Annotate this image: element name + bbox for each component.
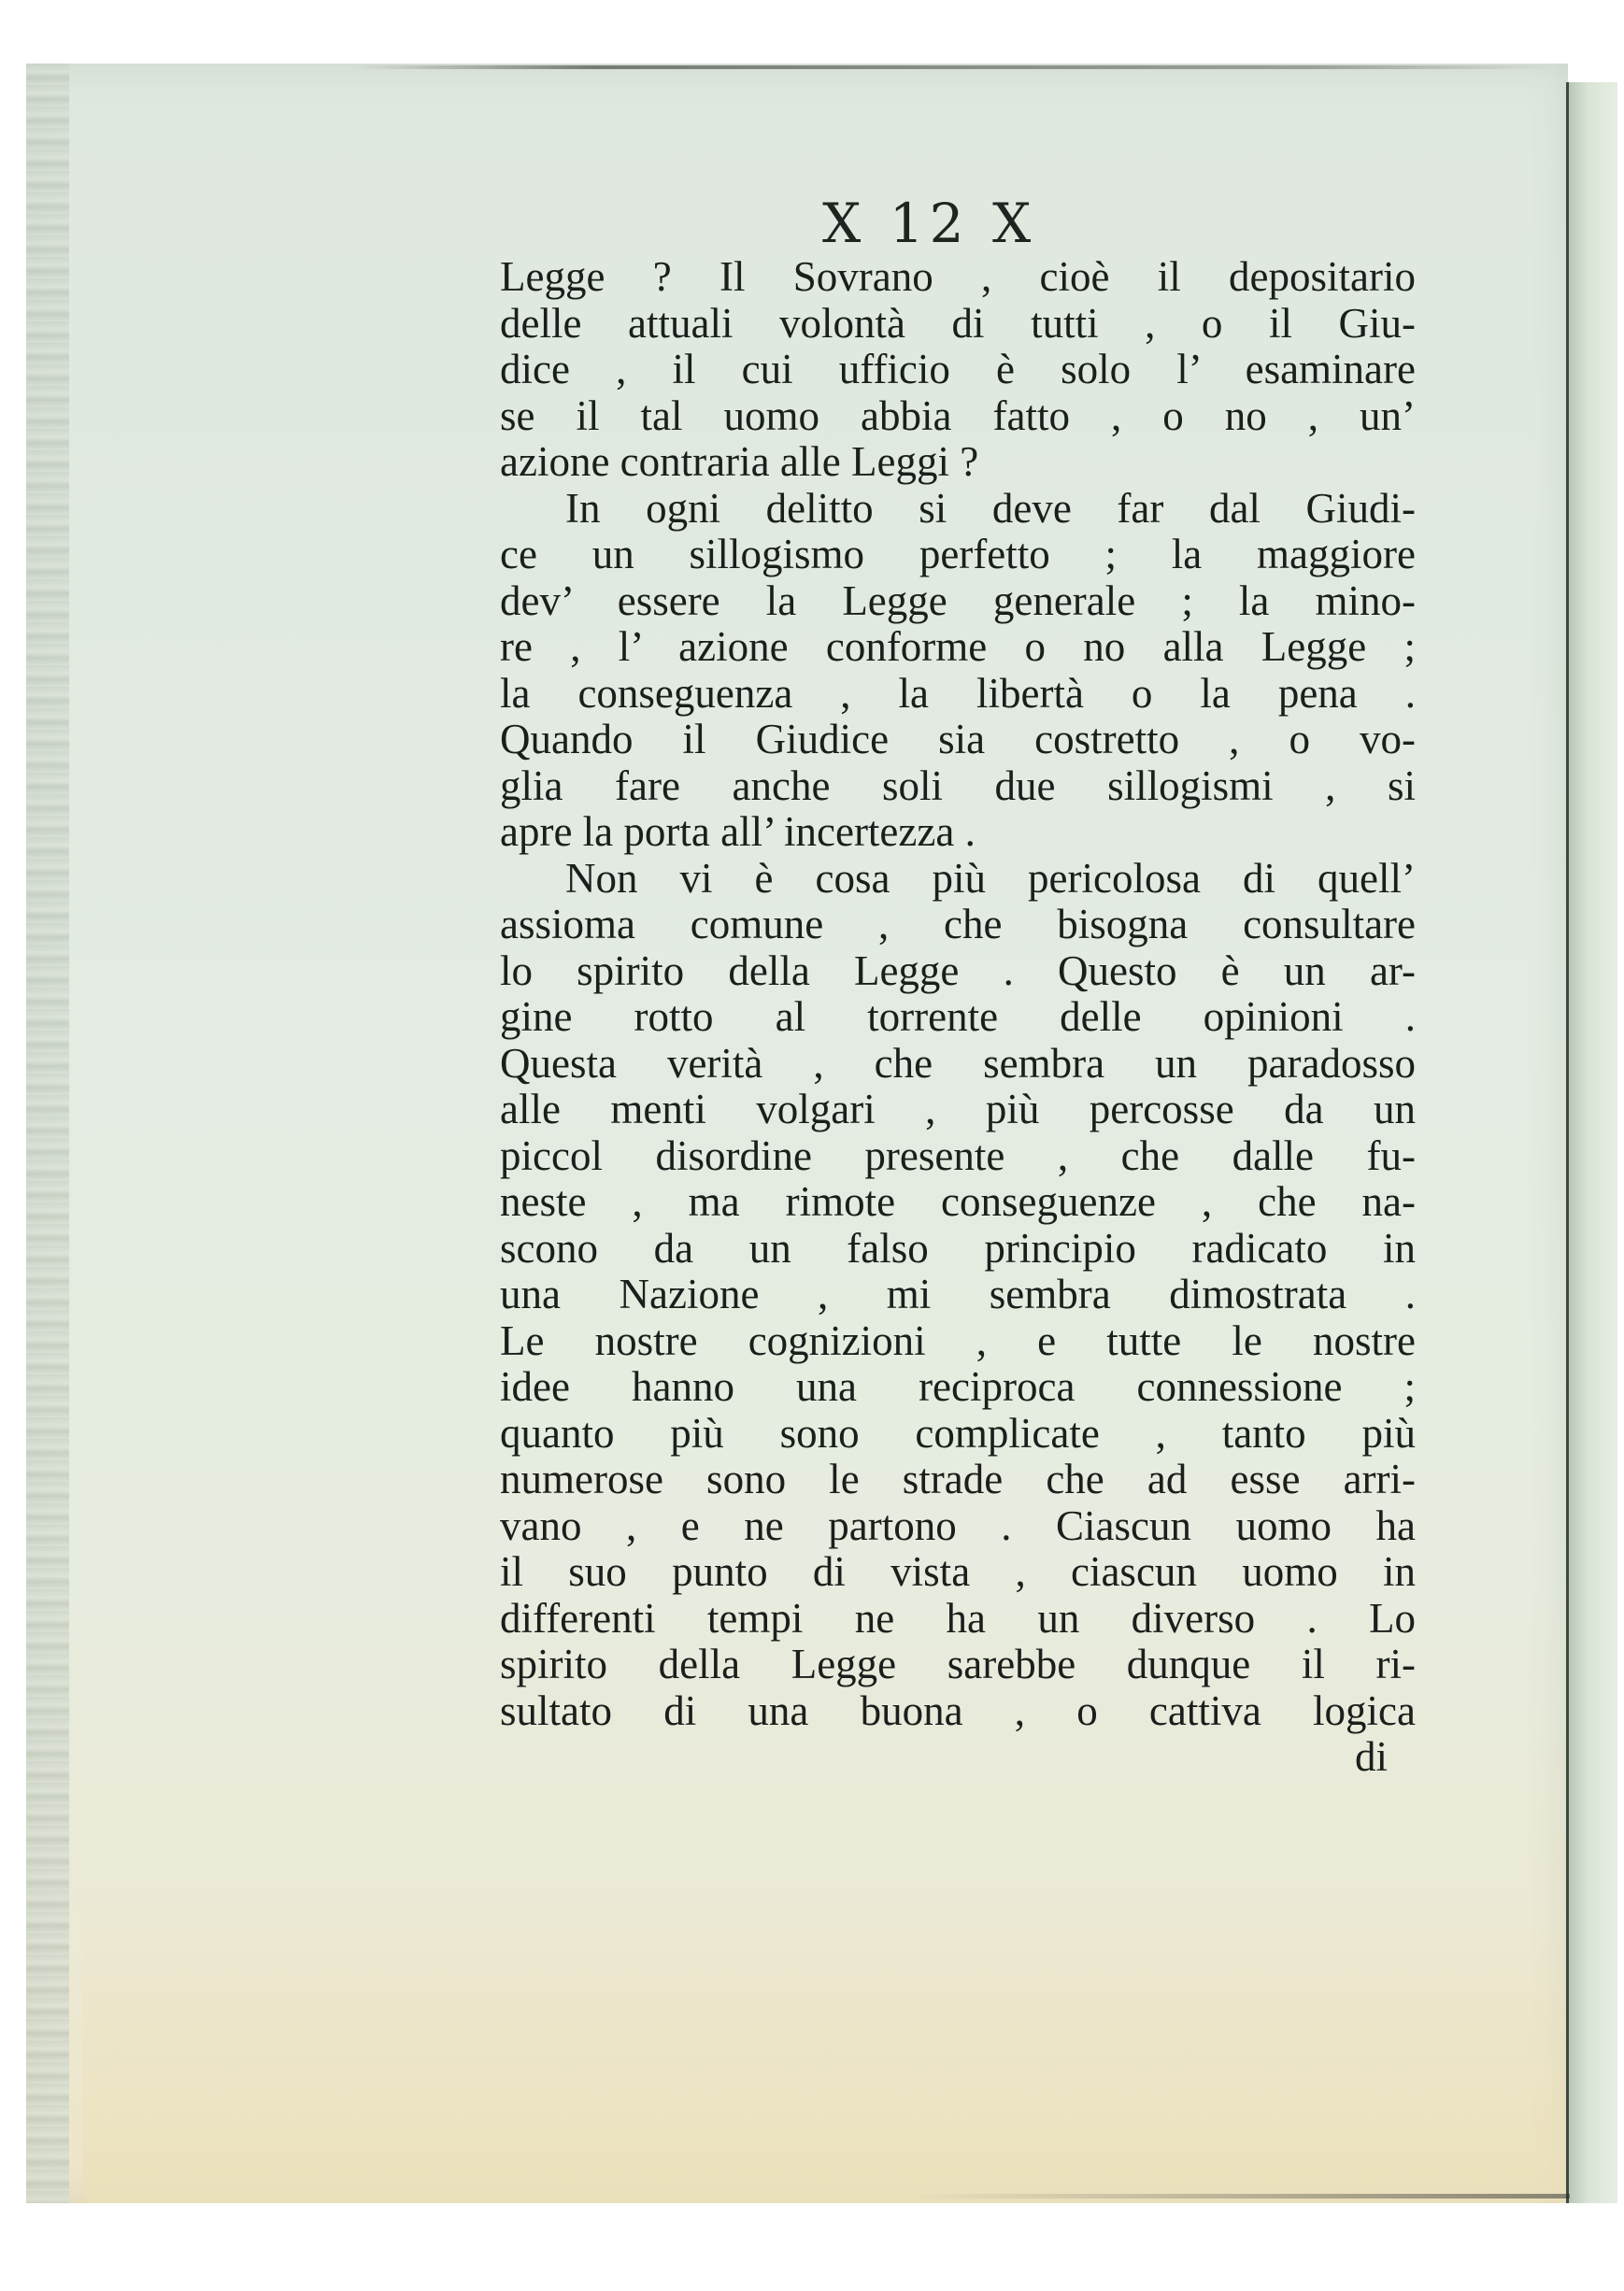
text-line: Legge ? Il Sovrano , cioè il depositario: [500, 253, 1416, 300]
text-line: sultato di una buona , o cattiva logica: [500, 1686, 1416, 1734]
next-page-edge: [1566, 82, 1617, 2203]
text-line: azione contraria alle Leggi ?: [500, 438, 979, 485]
text-line: alle menti volgari , più percosse da un: [500, 1086, 1416, 1132]
catchword: di: [1354, 1733, 1388, 1780]
text-line: neste , ma rimote conseguenze , che na-: [500, 1178, 1416, 1225]
text-line: dice , il cui ufficio è solo l’ esaminare: [500, 346, 1416, 392]
text-line: delle attuali volontà di tutti , o il Giu-: [500, 299, 1416, 347]
top-edge-shadow: [355, 65, 1551, 69]
text-line: il suo punto di vista , ciascun uomo in: [500, 1548, 1416, 1595]
text-line: Quando il Giudice sia costretto , o vo-: [500, 716, 1416, 762]
text-line: lo spirito della Legge . Questo è un ar-: [500, 946, 1416, 994]
text-line: quanto più sono complicate , tanto più: [500, 1409, 1416, 1457]
text-line: apre la porta all’ incertezza .: [500, 808, 976, 855]
paragraph-start-line: Non vi è cosa più pericolosa di quell’: [565, 854, 1416, 902]
text-line: idee hanno una reciproca connessione ;: [500, 1363, 1416, 1410]
text-line: una Nazione , mi sembra dimostrata .: [500, 1271, 1416, 1317]
text-line: gine rotto al torrente delle opinioni .: [500, 993, 1416, 1040]
paragraph-start-line: In ogni delitto si deve far dal Giudi-: [565, 484, 1416, 532]
text-line: scono da un falso principio radicato in: [500, 1224, 1416, 1272]
text-line: numerose sono le strade che ad esse arri-: [500, 1456, 1416, 1502]
text-line: re , l’ azione conforme o no alla Legge ;: [500, 623, 1416, 670]
paper-stain: [82, 1904, 1568, 2203]
text-line: se il tal uomo abbia fatto , o no , un’: [500, 391, 1416, 439]
text-line: differenti tempi ne ha un diverso . Lo: [500, 1594, 1416, 1642]
bottom-edge-shadow: [916, 2194, 1570, 2199]
text-line: glia fare anche soli due sillogismi , si: [500, 761, 1416, 809]
page-number: X 12 X: [822, 192, 1037, 255]
text-line: la conseguenza , la libertà o la pena .: [500, 669, 1416, 717]
text-line: spirito della Legge sarebbe dunque il ri-: [500, 1641, 1416, 1687]
text-line: Questa verità , che sembra un paradosso: [500, 1039, 1416, 1087]
text-line: vano , e ne partono . Ciascun uomo ha: [500, 1501, 1416, 1549]
body-text: [500, 254, 1416, 1781]
text-line: assioma comune , che bisogna consultare: [500, 901, 1416, 947]
text-line: Le nostre cognizioni , e tutte le nostre: [500, 1316, 1416, 1364]
text-line: ce un sillogismo perfetto ; la maggiore: [500, 531, 1416, 577]
text-line: piccol disordine presente , che dalle fu-: [500, 1131, 1416, 1179]
page-binding-edge: [26, 64, 69, 2203]
text-line: dev’ essere la Legge generale ; la mino-: [500, 576, 1416, 624]
